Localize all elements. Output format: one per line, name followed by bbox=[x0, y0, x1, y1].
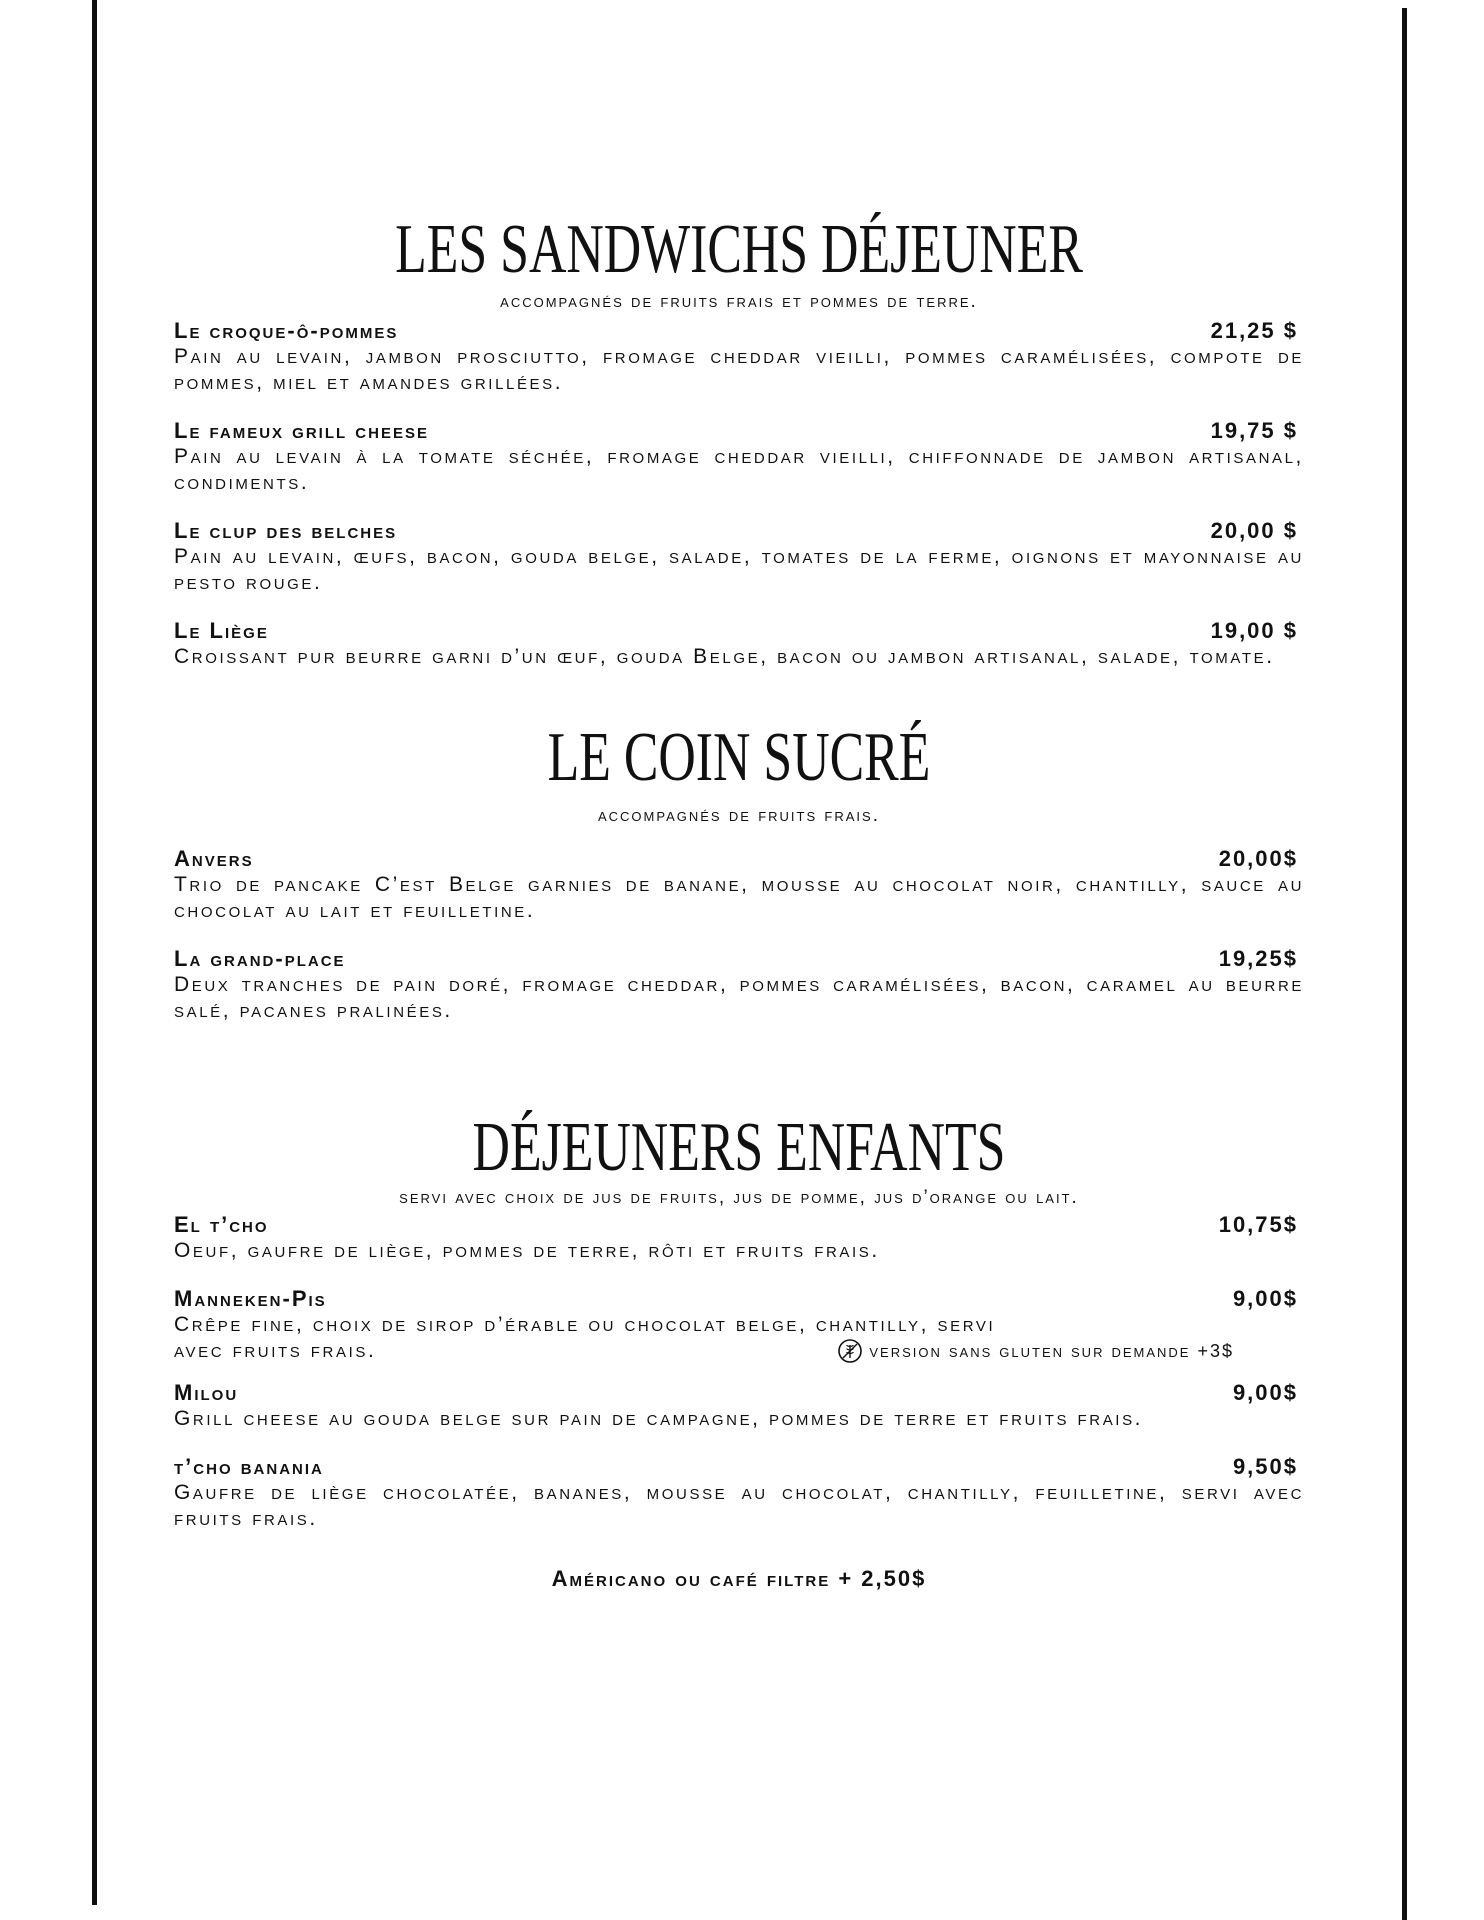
section-subtitle: accompagnés de fruits frais et pommes de terre. bbox=[500, 291, 978, 312]
menu-item bbox=[174, 1286, 1304, 1364]
menu-item bbox=[174, 946, 1304, 1024]
item-price: 19,00 $ bbox=[1210, 618, 1298, 643]
menu-item bbox=[174, 1454, 1304, 1532]
section-title: LE COIN SUCRÉ bbox=[547, 719, 931, 796]
item-name: Milou bbox=[174, 1380, 239, 1405]
gluten-free-note bbox=[837, 1338, 1234, 1364]
item-name: t’cho banania bbox=[174, 1454, 324, 1479]
item-price: 21,25 $ bbox=[1210, 318, 1298, 343]
item-price: 20,00 $ bbox=[1210, 518, 1298, 543]
item-name: Le croque-ô-pommes bbox=[174, 318, 399, 343]
footer-coffee-addon: Américano ou café filtre + 2,50$ bbox=[551, 1566, 927, 1591]
item-price: 9,00$ bbox=[1232, 1380, 1298, 1405]
menu-item bbox=[174, 318, 1304, 396]
item-name: Le fameux grill cheese bbox=[174, 418, 429, 443]
item-description: Trio de pancake C’est Belge garnies de banane, mousse au chocolat noir, chantilly, sauce au chocolat au lait et feuilletine. bbox=[174, 873, 1304, 922]
section-sucre bbox=[174, 720, 1304, 1024]
section-sandwiches bbox=[174, 212, 1304, 670]
right-border-rule bbox=[1402, 8, 1407, 1920]
item-price: 19,25$ bbox=[1218, 946, 1298, 971]
item-name: Anvers bbox=[174, 846, 254, 871]
item-description: Pain au levain, jambon prosciutto, fromage cheddar vieilli, pommes caramélisées, compote de pommes, miel et amandes grillées. bbox=[174, 345, 1304, 394]
item-price: 20,00$ bbox=[1218, 846, 1298, 871]
menu-page bbox=[174, 212, 1304, 1592]
item-description-end: avec fruits frais. bbox=[174, 1339, 377, 1362]
section-subtitle: accompagnés de fruits frais. bbox=[597, 805, 880, 826]
item-description: Pain au levain à la tomate séchée, fromage cheddar vieilli, chiffonnade de jambon artisanal, condiments. bbox=[174, 445, 1304, 494]
section-title: DÉJEUNERS ENFANTS bbox=[472, 1109, 1006, 1186]
gluten-free-text: version sans gluten sur demande +3$ bbox=[869, 1340, 1234, 1361]
item-description: Gaufre de liège chocolatée, bananes, mousse au chocolat, chantilly, feuilletine, servi avec fruits frais. bbox=[174, 1481, 1304, 1530]
item-description: Grill cheese au gouda belge sur pain de campagne, pommes de terre et fruits frais. bbox=[174, 1407, 1144, 1430]
item-description: Croissant pur beurre garni d’un œuf, gouda Belge, bacon ou jambon artisanal, salade, tomate. bbox=[174, 645, 1275, 668]
item-description: Crêpe fine, choix de sirop d’érable ou chocolat belge, chantilly, servi bbox=[174, 1313, 996, 1336]
item-price: 9,50$ bbox=[1232, 1454, 1298, 1479]
item-name: Le Liège bbox=[174, 618, 269, 643]
item-name: Le clup des belches bbox=[174, 518, 398, 543]
item-price: 19,75 $ bbox=[1210, 418, 1298, 443]
menu-item bbox=[174, 618, 1304, 670]
item-description: Deux tranches de pain doré, fromage cheddar, pommes caramélisées, bacon, caramel au beurre salé, pacanes pralinées. bbox=[174, 973, 1304, 1022]
section-title: LES SANDWICHS DÉJEUNER bbox=[395, 211, 1083, 288]
item-description: Pain au levain, œufs, bacon, gouda belge, salade, tomates de la ferme, oignons et mayonnaise au pesto rouge. bbox=[174, 545, 1304, 594]
menu-item bbox=[174, 1380, 1304, 1432]
menu-item bbox=[174, 1212, 1304, 1264]
item-name: Manneken-Pis bbox=[174, 1286, 327, 1311]
left-border-rule bbox=[92, 0, 97, 1905]
item-price: 9,00$ bbox=[1232, 1286, 1298, 1311]
section-enfants bbox=[174, 1110, 1304, 1592]
menu-item bbox=[174, 518, 1304, 596]
menu-item bbox=[174, 846, 1304, 924]
section-subtitle: servi avec choix de jus de fruits, jus de pomme, jus d’orange ou lait. bbox=[399, 1187, 1079, 1208]
gluten-free-icon bbox=[837, 1338, 863, 1364]
item-name: El t’cho bbox=[174, 1212, 269, 1237]
item-name: La grand-place bbox=[174, 946, 346, 971]
item-description: Oeuf, gaufre de liège, pommes de terre, rôti et fruits frais. bbox=[174, 1239, 880, 1262]
menu-item bbox=[174, 418, 1304, 496]
item-price: 10,75$ bbox=[1218, 1212, 1298, 1237]
